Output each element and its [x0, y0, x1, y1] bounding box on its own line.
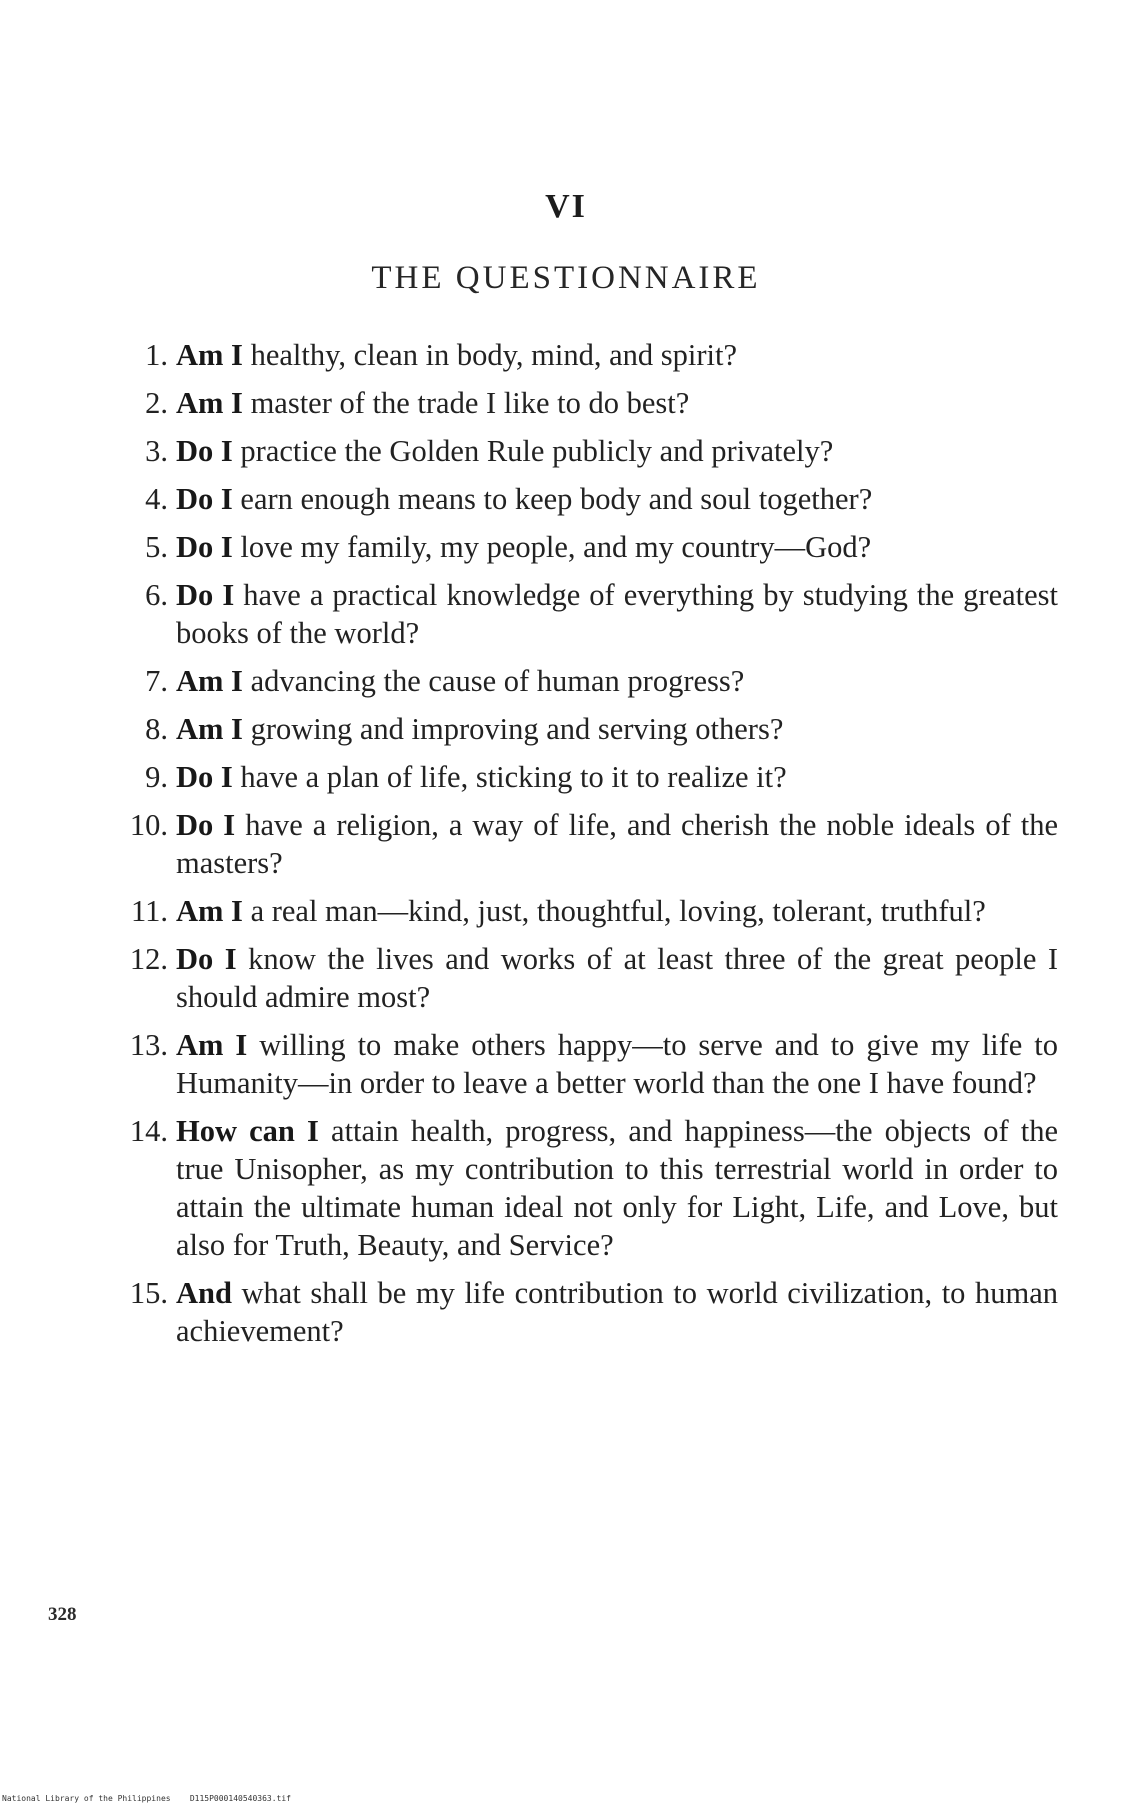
question-lead: Am I — [176, 1028, 248, 1062]
question-text: have a practical knowledge of everything by studying the greatest books of the world? — [176, 578, 1058, 650]
question-number: 4. — [145, 482, 168, 516]
question-item — [108, 384, 1058, 422]
question-text: what shall be my life contribution to world civilization, to human achievement? — [176, 1276, 1059, 1348]
question-number: 11. — [131, 894, 168, 928]
question-lead: Do I — [176, 760, 233, 794]
question-item — [108, 758, 1058, 796]
question-number: 1. — [145, 338, 168, 372]
question-text: attain health, progress, and happiness—the objects of the true Unisopher, as my contribution to this terrestrial world in order to attain the ultimate human ideal not only for Light, Life, and Love, but also for Truth, Beauty, and Service? — [176, 1114, 1059, 1262]
scan-credit: National Library of the Philippines D115P000140540363.tif — [2, 1794, 291, 1803]
question-number: 2. — [145, 386, 168, 420]
question-item — [108, 1026, 1058, 1102]
question-text: have a religion, a way of life, and cherish the noble ideals of the masters? — [176, 808, 1059, 880]
question-text: advancing the cause of human progress? — [250, 664, 745, 698]
question-number: 10. — [129, 808, 168, 842]
question-item — [108, 892, 1058, 930]
question-text: growing and improving and serving others? — [250, 712, 784, 746]
question-text: earn enough means to keep body and soul together? — [240, 482, 873, 516]
question-item — [108, 528, 1058, 566]
question-item — [108, 710, 1058, 748]
question-lead: Do I — [176, 942, 237, 976]
question-text: have a plan of life, sticking to it to realize it? — [240, 760, 787, 794]
question-lead: Am I — [176, 386, 243, 420]
question-number: 14. — [129, 1114, 168, 1148]
question-text: practice the Golden Rule publicly and privately? — [240, 434, 834, 468]
question-item — [108, 806, 1058, 882]
question-lead: Am I — [176, 712, 243, 746]
question-lead: Am I — [176, 664, 243, 698]
chapter-number: VI — [545, 188, 587, 225]
question-item — [108, 1112, 1058, 1264]
question-item — [108, 662, 1058, 700]
page-number: 328 — [48, 1604, 77, 1625]
question-lead: Do I — [176, 434, 233, 468]
question-number: 12. — [129, 942, 168, 976]
question-lead: Do I — [176, 530, 233, 564]
question-number: 9. — [145, 760, 168, 794]
question-text: know the lives and works of at least three of the great people I should admire most? — [176, 942, 1058, 1014]
question-lead: Do I — [176, 482, 233, 516]
question-item — [108, 1274, 1058, 1350]
question-number: 5. — [145, 530, 168, 564]
question-lead: How can I — [176, 1114, 319, 1148]
question-text: a real man—kind, just, thoughtful, loving, tolerant, truthful? — [250, 894, 986, 928]
question-number: 15. — [129, 1276, 168, 1310]
question-item — [108, 336, 1058, 374]
question-number: 7. — [145, 664, 168, 698]
question-text: healthy, clean in body, mind, and spirit? — [250, 338, 738, 372]
question-item — [108, 480, 1058, 518]
question-number: 6. — [145, 578, 168, 612]
question-number: 13. — [129, 1028, 168, 1062]
question-text: willing to make others happy—to serve and to give my life to Humanity—in order to leave a better world than the one I have found? — [176, 1028, 1058, 1100]
question-lead: Do I — [176, 578, 235, 612]
question-item — [108, 940, 1058, 1016]
chapter-title: THE QUESTIONNAIRE — [371, 260, 761, 296]
question-item — [108, 432, 1058, 470]
question-item — [108, 576, 1058, 652]
question-text: love my family, my people, and my country—God? — [240, 530, 872, 564]
question-lead: Am I — [176, 338, 243, 372]
question-lead: Am I — [176, 894, 243, 928]
questionnaire-list — [108, 336, 1058, 1360]
question-lead: And — [176, 1276, 232, 1310]
question-number: 3. — [145, 434, 168, 468]
question-lead: Do I — [176, 808, 236, 842]
question-number: 8. — [145, 712, 168, 746]
question-text: master of the trade I like to do best? — [250, 386, 690, 420]
